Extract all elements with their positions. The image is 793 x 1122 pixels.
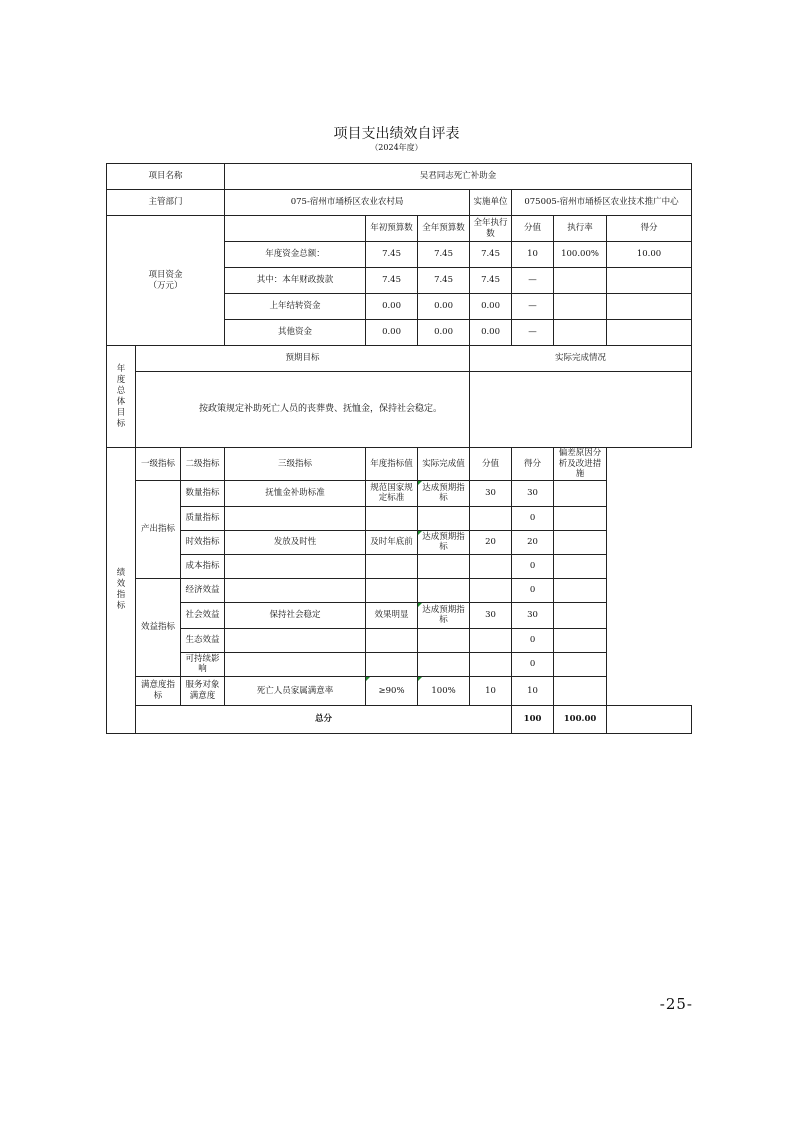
indicator-score: 0 — [512, 628, 554, 652]
funds-row-label: 其他资金 — [225, 320, 366, 346]
indicator-score: 20 — [512, 530, 554, 554]
actual-completion-header: 实际完成情况 — [470, 346, 692, 372]
indicator-level2: 生态效益 — [181, 628, 225, 652]
funds-executed: 0.00 — [470, 320, 512, 346]
funds-annual: 0.00 — [418, 320, 470, 346]
indicator-score: 0 — [512, 652, 554, 676]
indicator-level3: 抚恤金补助标准 — [225, 480, 366, 506]
total-score-value: 100 — [512, 705, 554, 733]
overall-label-char: 年 — [116, 363, 126, 374]
indicator-row — [107, 602, 692, 628]
funds-header-annual: 全年预算数 — [418, 216, 470, 242]
funds-score-value: — — [512, 294, 554, 320]
indicator-score-value — [470, 628, 512, 652]
indicator-target — [366, 628, 418, 652]
indicator-deviation — [554, 578, 607, 602]
indicator-deviation — [554, 530, 607, 554]
expected-goal-text: 按政策规定补助死亡人员的丧葬费、抚恤金，保持社会稳定。 — [136, 372, 470, 448]
group-benefit: 效益指标 — [136, 578, 181, 676]
indicator-level3: 死亡人员家属满意率 — [225, 676, 366, 705]
funds-row-label: 其中：本年财政拨款 — [225, 268, 366, 294]
indicator-deviation — [554, 554, 607, 578]
project-name-value: 吴君同志死亡补助金 — [225, 164, 692, 190]
indicator-level2: 可持续影响 — [181, 652, 225, 676]
indicator-deviation — [554, 628, 607, 652]
overall-label-char: 目 — [116, 407, 126, 418]
funds-header-executed: 全年执行数 — [470, 216, 512, 242]
unit-label: 实施单位 — [470, 190, 512, 216]
funds-initial: 7.45 — [366, 242, 418, 268]
fiscal-year: （2024年度） — [370, 143, 423, 152]
indicator-deviation — [554, 602, 607, 628]
group-output: 产出指标 — [136, 480, 181, 578]
header-level1: 一级指标 — [136, 448, 181, 481]
actual-completion-text — [470, 372, 692, 448]
indicator-score-value: 30 — [470, 602, 512, 628]
header-score: 得分 — [512, 448, 554, 481]
indicator-score-value — [470, 578, 512, 602]
indicator-actual — [418, 578, 470, 602]
indicator-target — [366, 652, 418, 676]
performance-label-char: 指 — [116, 590, 126, 601]
expected-goal-header: 预期目标 — [136, 346, 470, 372]
indicator-row — [107, 578, 692, 602]
indicator-deviation — [554, 506, 607, 530]
funds-header-blank — [225, 216, 366, 242]
funds-score-value: 10 — [512, 242, 554, 268]
overall-goal-content-row — [107, 372, 692, 448]
indicator-actual — [418, 628, 470, 652]
page-number: -25- — [659, 995, 693, 1013]
indicator-level2: 社会效益 — [181, 602, 225, 628]
funds-score-value: — — [512, 320, 554, 346]
indicator-score: 30 — [512, 480, 554, 506]
funds-label-line2: （万元） — [148, 280, 183, 291]
indicator-actual: 达成预期指标 — [418, 480, 470, 506]
indicator-score: 10 — [512, 676, 554, 705]
total-deviation — [607, 705, 692, 733]
header-deviation: 偏差原因分析及改进措施 — [554, 448, 607, 481]
indicator-score-value: 10 — [470, 676, 512, 705]
indicator-target: 效果明显 — [366, 602, 418, 628]
indicator-score: 0 — [512, 506, 554, 530]
total-label: 总分 — [136, 705, 512, 733]
funds-score — [607, 320, 692, 346]
funds-score — [607, 294, 692, 320]
indicator-target: 及时年底前 — [366, 530, 418, 554]
dept-label: 主管部门 — [107, 190, 225, 216]
funds-rate — [554, 268, 607, 294]
indicator-score-value: 20 — [470, 530, 512, 554]
funds-executed: 7.45 — [470, 242, 512, 268]
overall-label-char: 总 — [116, 385, 126, 396]
project-name-label: 项目名称 — [107, 164, 225, 190]
indicator-level3 — [225, 628, 366, 652]
indicator-target — [366, 578, 418, 602]
indicator-level2: 质量指标 — [181, 506, 225, 530]
indicator-deviation — [554, 480, 607, 506]
indicator-actual — [418, 652, 470, 676]
indicator-score-value — [470, 554, 512, 578]
indicator-level3: 发放及时性 — [225, 530, 366, 554]
indicator-row — [107, 480, 692, 506]
indicator-level3 — [225, 506, 366, 530]
indicator-score: 30 — [512, 602, 554, 628]
funds-initial: 7.45 — [366, 268, 418, 294]
indicator-row — [107, 554, 692, 578]
indicator-actual: 100% — [418, 676, 470, 705]
indicator-target — [366, 506, 418, 530]
overall-goal-label — [107, 346, 136, 448]
funds-score: 10.00 — [607, 242, 692, 268]
indicator-level2: 时效指标 — [181, 530, 225, 554]
indicator-row — [107, 506, 692, 530]
funds-header-score-value: 分值 — [512, 216, 554, 242]
indicator-target: ≥90% — [366, 676, 418, 705]
overall-label-char: 标 — [116, 418, 126, 429]
total-row — [107, 705, 692, 733]
indicator-score: 0 — [512, 578, 554, 602]
funds-header-score: 得分 — [607, 216, 692, 242]
indicator-deviation — [554, 676, 607, 705]
performance-indicators-label — [107, 448, 136, 734]
indicator-level2: 经济效益 — [181, 578, 225, 602]
indicator-level3 — [225, 578, 366, 602]
evaluation-table-wrapper — [106, 163, 691, 734]
header-level3: 三级指标 — [225, 448, 366, 481]
indicator-level3 — [225, 554, 366, 578]
funds-initial: 0.00 — [366, 320, 418, 346]
group-satisfaction: 满意度指标 — [136, 676, 181, 705]
funds-score — [607, 268, 692, 294]
funds-header-rate: 执行率 — [554, 216, 607, 242]
indicator-row — [107, 652, 692, 676]
indicator-score: 0 — [512, 554, 554, 578]
indicator-row — [107, 530, 692, 554]
funds-annual: 0.00 — [418, 294, 470, 320]
indicator-target — [366, 554, 418, 578]
overall-label-char: 体 — [116, 396, 126, 407]
funds-score-value: — — [512, 268, 554, 294]
header-score-value: 分值 — [470, 448, 512, 481]
indicator-target: 规范国家规定标准 — [366, 480, 418, 506]
indicator-score-value: 30 — [470, 480, 512, 506]
total-score: 100.00 — [554, 705, 607, 733]
funds-label-line1: 项目资金 — [148, 269, 183, 280]
indicator-actual: 达成预期指标 — [418, 602, 470, 628]
dept-value: 075-宿州市埇桥区农业农村局 — [225, 190, 470, 216]
indicator-actual — [418, 506, 470, 530]
indicator-actual — [418, 554, 470, 578]
department-row — [107, 190, 692, 216]
funds-header-row — [107, 216, 692, 242]
funds-rate — [554, 294, 607, 320]
indicator-actual: 达成预期指标 — [418, 530, 470, 554]
header-level2: 二级指标 — [181, 448, 225, 481]
header-actual: 实际完成值 — [418, 448, 470, 481]
funds-annual: 7.45 — [418, 268, 470, 294]
funds-header-initial: 年初预算数 — [366, 216, 418, 242]
funds-row-label: 上年结转资金 — [225, 294, 366, 320]
indicator-level2: 成本指标 — [181, 554, 225, 578]
funds-label — [107, 216, 225, 346]
funds-rate — [554, 320, 607, 346]
page-title: 项目支出绩效自评表 — [333, 126, 460, 142]
funds-executed: 0.00 — [470, 294, 512, 320]
overall-goal-header-row — [107, 346, 692, 372]
funds-annual: 7.45 — [418, 242, 470, 268]
indicator-row — [107, 676, 692, 705]
performance-label-char: 效 — [116, 579, 126, 590]
indicator-level2: 数量指标 — [181, 480, 225, 506]
performance-header-row — [107, 448, 692, 481]
unit-value: 075005-宿州市埇桥区农业技术推广中心 — [512, 190, 692, 216]
indicator-level3 — [225, 652, 366, 676]
indicator-score-value — [470, 506, 512, 530]
funds-initial: 0.00 — [366, 294, 418, 320]
overall-label-char: 度 — [116, 374, 126, 385]
performance-label-char: 绩 — [116, 568, 126, 579]
funds-row-label: 年度资金总额： — [225, 242, 366, 268]
indicator-row — [107, 628, 692, 652]
performance-label-char: 标 — [116, 601, 126, 612]
header-target: 年度指标值 — [366, 448, 418, 481]
indicator-score-value — [470, 652, 512, 676]
evaluation-table — [106, 163, 692, 734]
indicator-level3: 保持社会稳定 — [225, 602, 366, 628]
indicator-level2: 服务对象满意度 — [181, 676, 225, 705]
funds-rate: 100.00% — [554, 242, 607, 268]
indicator-deviation — [554, 652, 607, 676]
funds-executed: 7.45 — [470, 268, 512, 294]
project-name-row — [107, 164, 692, 190]
